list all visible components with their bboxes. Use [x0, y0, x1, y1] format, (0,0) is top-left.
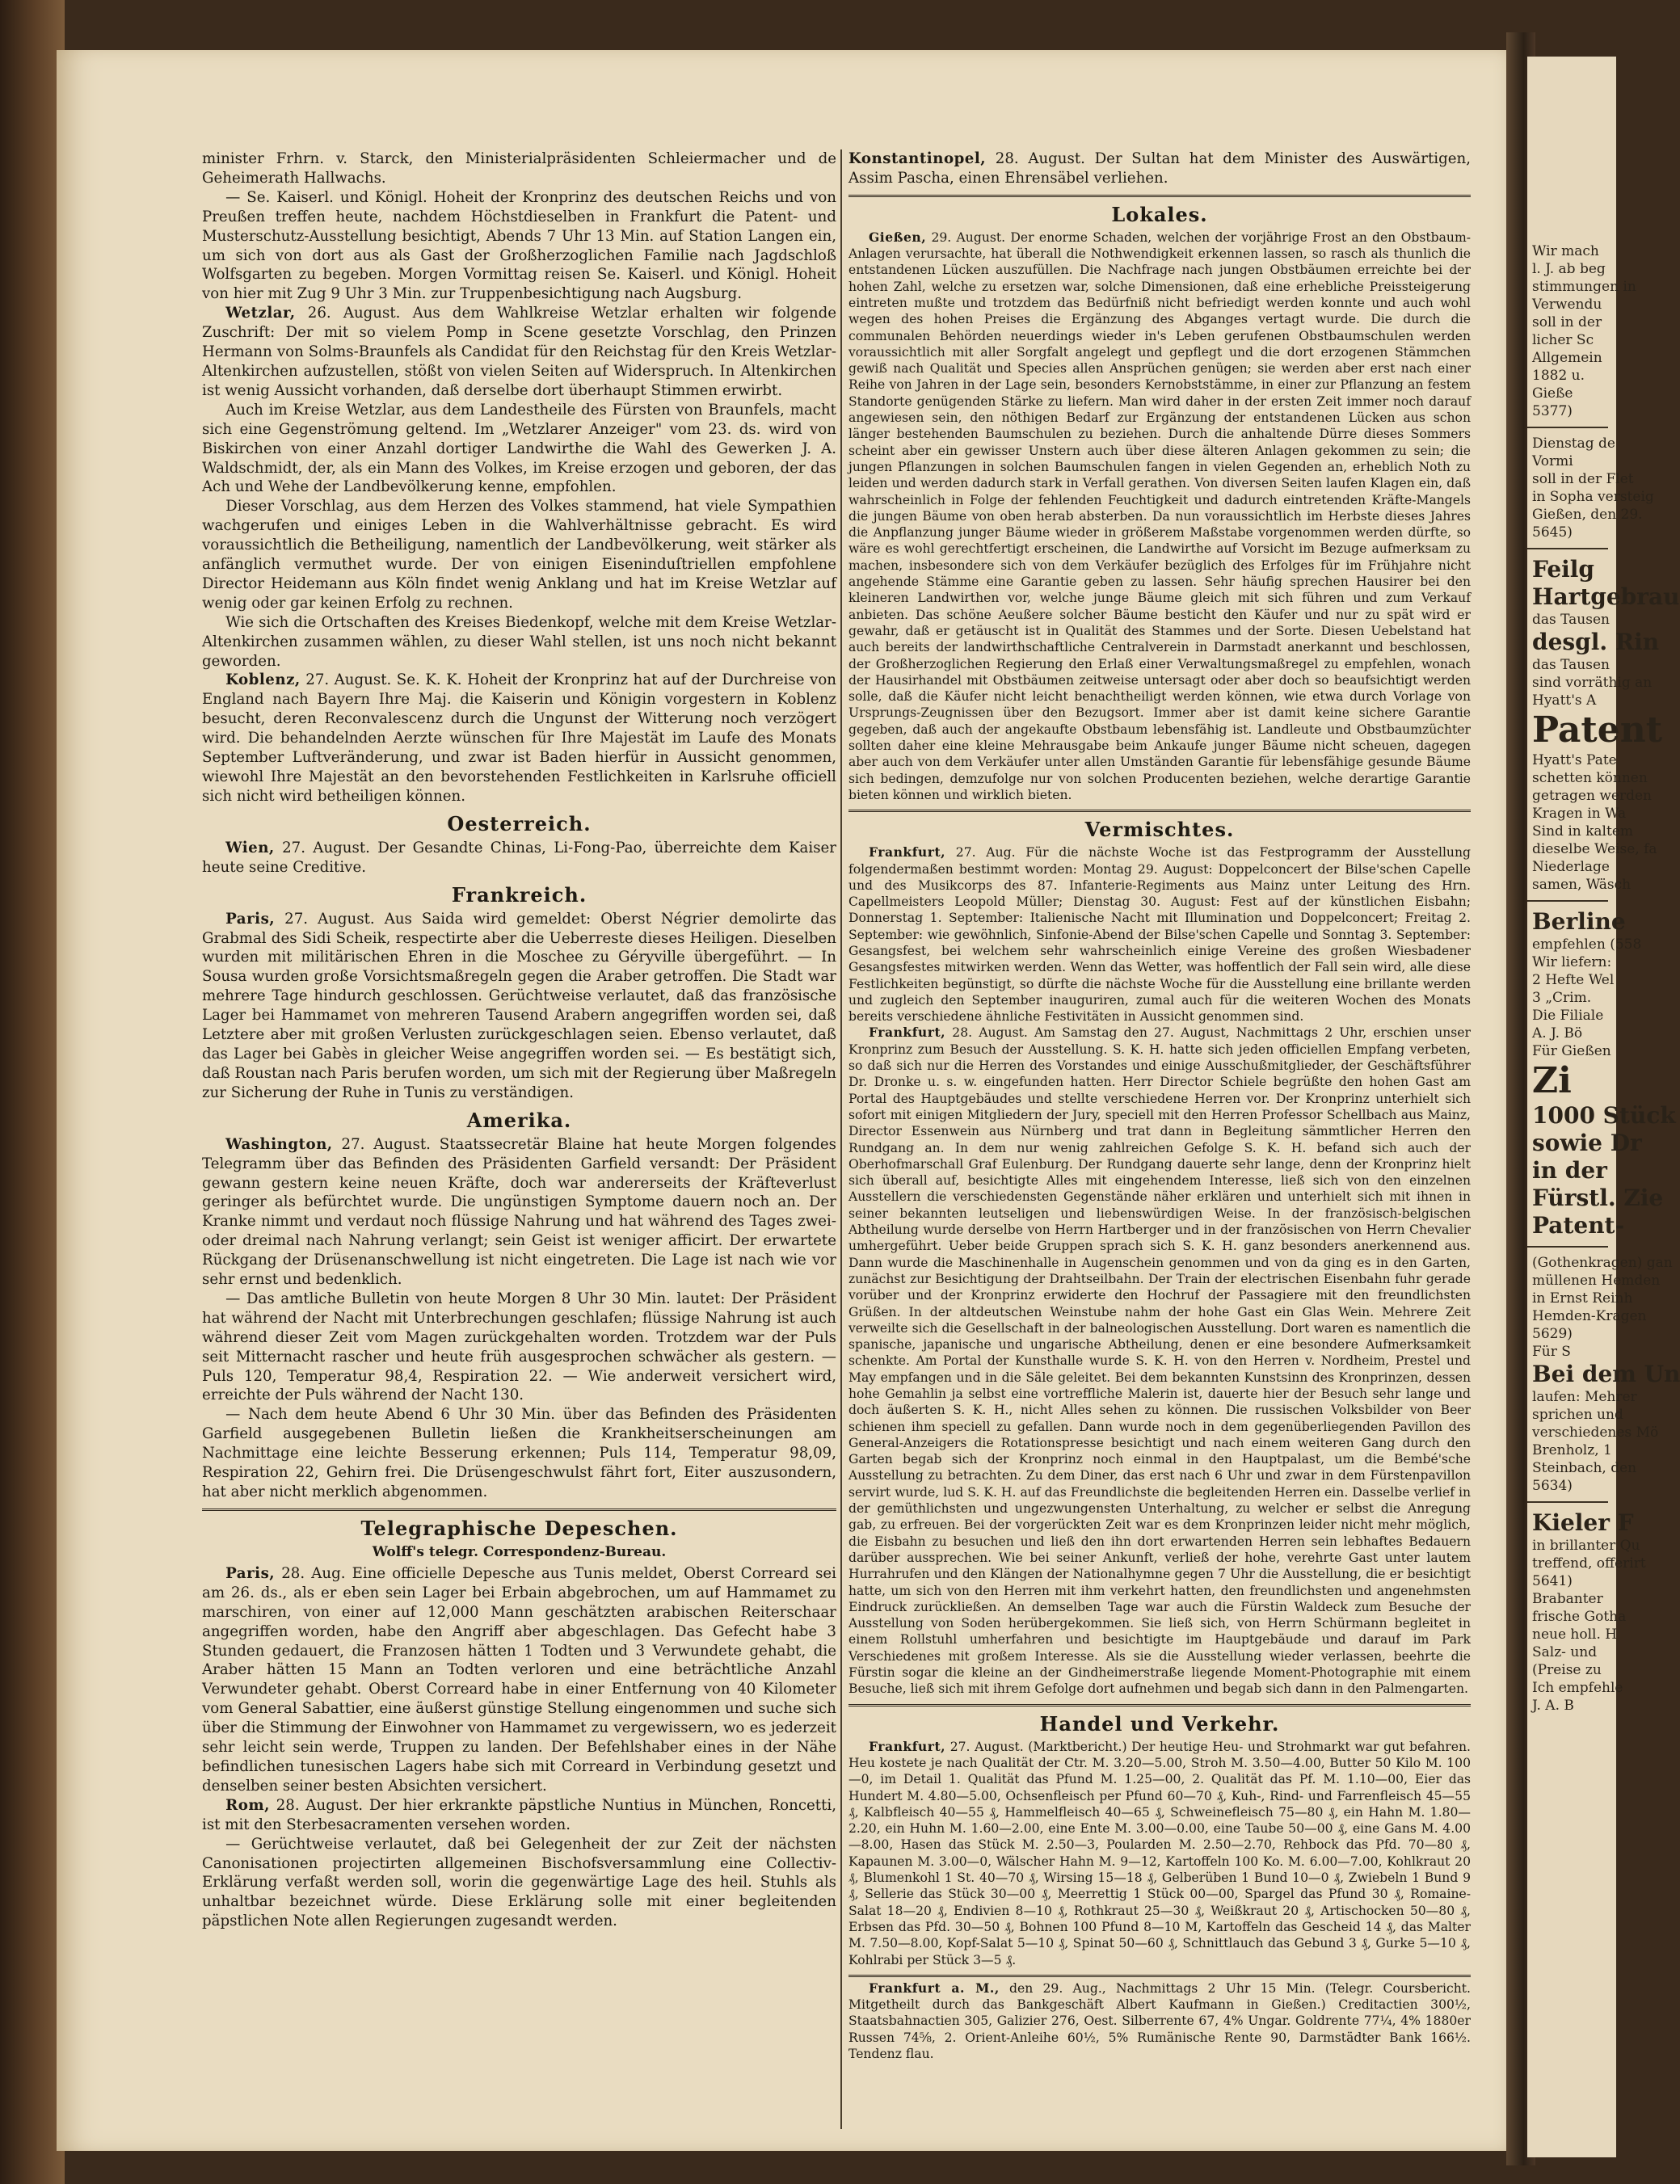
ad-fragment: laufen: Mehrer — [1532, 1389, 1637, 1405]
section-heading: Frankreich. — [451, 882, 587, 907]
dateline: Paris, — [225, 910, 276, 928]
ad-fragment: Verwendu — [1532, 297, 1602, 313]
dateline: Paris, — [225, 1564, 276, 1582]
section-heading: Vermischtes. — [1084, 818, 1235, 842]
section-heading: Oesterreich. — [447, 811, 592, 835]
section-rule — [202, 1509, 836, 1511]
ad-fragment: dieselbe Weise, fa — [1532, 841, 1657, 857]
article-text: 27. August. Der Gesandte Chinas, Li-Fong-Pao, überreichte dem Kaiser heute seine Creditive. — [202, 839, 836, 876]
article-text: — Se. Kaiserl. und Königl. Hoheit der Kronprinz des deutschen Reichs und von Preußen treffen heute, nachdem Höchstdieselben in Frankfurt die Patent- und Musterschutz-Ausstellung besichtigt, Abends 7 Uhr 13 Min. auf Station Langen ein, um sich von dort aus als Gast der Großherzoglichen Familie nach Jagdschloß Wolfsgarten zu begeben. Morgen Vormittag reisen Se. Kaiserl. und Königl. Hoheit von hier mit Zug 9 Uhr 3 Min. zur Truppenbesichtigung nach Augsburg. — [202, 188, 836, 303]
article-text: 28. August. Der Sultan hat dem Minister des Auswärtigen, Assim Pascha, einen Ehrensäbel verliehen. — [848, 150, 1471, 187]
ad-fragment: sprichen und — [1532, 1407, 1623, 1423]
article-text: 27. August. Se. K. K. Hoheit der Kronprinz hat auf der Durchreise von England nach Bayern Ihre Maj. die Kaiserin und Königin vorgestern in Koblenz besucht, deren Reconvalescenz durch die Ungunst der Witterung noch verzögert wird. Die behandelnden Aerzte wünschen für Ihre Majestät im Laufe des Monats September Luftveränderung, und zwar ist Baden hierfür in Aussicht genommen, wiewohl Ihre Majestät an den bevorstehenden Festlichkeiten in Karlsruhe officiell sich nicht wird betheiligen können. — [202, 671, 836, 805]
section-rule — [848, 195, 1471, 197]
ad-fragment: Hyatt's A — [1532, 692, 1597, 709]
article-text: — Das amtliche Bulletin von heute Morgen 8 Uhr 30 Min. lautet: Der Präsident hat während der Nacht mit Unterbrechungen geschlafen; flüssige Nahrung ist auch während dieser Zeit vom Magen zurückgehalten worden. Trotzdem war der Puls seit Mitternacht rascher und heute früh ausgesprochen schwächer als gestern. — Puls 120, Temperatur 98,4, Respiration 22. — Wie anderweit versichert wird, erreichte der Puls während der Nacht 130. — [202, 1290, 836, 1404]
ad-fragment: 5634) — [1532, 1478, 1573, 1494]
article-text: minister Frhrn. v. Starck, den Ministerialpräsidenten Schleiermacher und de Geheimerath Hallwachs. — [202, 150, 836, 187]
section-heading: Lokales. — [1111, 202, 1208, 226]
ad-fragment: 1000 Stück — [1532, 1102, 1676, 1129]
dateline: Wetzlar, — [225, 305, 296, 322]
ad-fragment: samen, Wäsch — [1532, 877, 1632, 893]
ad-fragment: 5645) — [1532, 524, 1573, 541]
ad-fragment: Ich empfehle — [1532, 1680, 1623, 1696]
section-heading: Handel und Verkehr. — [1039, 1711, 1280, 1736]
article-text: Dieser Vorschlag, aus dem Herzen des Volkes stammend, hat viele Sympathien wachgerufen und einiges Leben in die Wahlverhältnisse gebracht. Es wird voraussichtlich die Betheiligung, namentlich der Landbevölkerung, weit stärker als anfänglich vermuthet wurde. Der von einigen Eiseninduſtriellen empfohlene Director Heidemann aus Köln findet wenig Anklang und hat im Kreise Wetzlar auf wenig oder gar keinen Erfolg zu rechnen. — [202, 498, 836, 612]
dateline: Frankfurt, — [868, 1738, 946, 1754]
ad-fragment: 2 Hefte Wel — [1532, 972, 1615, 988]
ad-fragment: frische Gotha — [1532, 1609, 1627, 1625]
ad-fragment: Für S — [1532, 1344, 1571, 1360]
ad-fragment: Gießen, den 29. — [1532, 507, 1643, 523]
ad-fragment: Zi — [1532, 1060, 1572, 1101]
ad-fragment: in Sopha versteig — [1532, 489, 1654, 505]
ad-fragment: Hyatt's Pate — [1532, 752, 1617, 768]
ad-fragment: Wir mach — [1532, 243, 1599, 259]
ad-fragment: Patent — [1532, 709, 1663, 751]
ad-fragment: getragen werden — [1532, 788, 1652, 804]
ad-separator — [1527, 900, 1608, 902]
ad-fragment: Patent- — [1532, 1212, 1625, 1239]
dateline: Rom, — [225, 1796, 270, 1814]
section-rule — [848, 810, 1471, 812]
article-text: Auch im Kreise Wetzlar, aus dem Landestheile des Fürsten von Braunfels, macht sich eine Gegenströmung geltend. Im „Wetzlarer Anzeiger" vom 23. ds. wird von Biskirchen von einer Anzahl dortiger Landwirthe die Wahl des Gewerken J. A. Waldschmidt, der, als ein Mann des Volkes, im Kreise erzogen und geboren, der das Ach und Wehe der Landbevölkerung kenne, empfohlen. — [202, 401, 836, 496]
ad-fragment: Niederlage — [1532, 859, 1610, 875]
ad-fragment: Wir liefern: — [1532, 954, 1612, 970]
ad-fragment: in der — [1532, 1157, 1607, 1184]
ad-fragment: Sind in kaltem — [1532, 823, 1633, 840]
ad-fragment: licher Sc — [1532, 332, 1594, 348]
ad-fragment: Für Gießen — [1532, 1043, 1611, 1059]
ad-fragment: das Tausen — [1532, 657, 1610, 673]
dateline: Frankfurt, — [868, 1025, 946, 1041]
article-text: Wie sich die Ortschaften des Kreises Biedenkopf, welche mit dem Kreise Wetzlar-Altenkirchen zusammen wählen, zu dieser Wahl stellen, ist uns noch nicht bekannt geworden. — [202, 613, 836, 670]
article-text: 27. Aug. Für die nächste Woche ist das Festprogramm der Ausstellung folgendermaßen bestimmt worden: Montag 29. August: Doppelconcert der Bilse'schen Capelle und des Musikcorps des 87. Infanterie-Regiments aus Mainz unter Leitung des Hrn. Capellmeisters Leopold Müller; Dienstag 30. August: Fest auf der künstlichen Eisbahn; Donnerstag 1. September: Italienische Nacht mit Illumination und Doppelconcert; Freitag 2. September: wie gewöhnlich, Sinfonie-Abend der Bilse'schen Capelle und Sonntag 3. September: Gesangsfest, bei welchem sehr wahrscheinlich einige Vereine des großen Wiesbadener Gesangsfestes mitwirken werden. Wenn das Wetter, was hoffentlich der Fall sein wird, alle diese Festlichkeiten begünstigt, so dürfte die nächste Woche für die Ausstellung eine brillante werden und zugleich den September inauguriren, zumal auch für die weiteren Wochen des Monats bereits verschiedene ähnliche Festivitäten in Aussicht genommen sind. — [848, 845, 1471, 1025]
ad-fragment: Feilg — [1532, 556, 1595, 583]
ad-fragment: (Gothenkragen) gan — [1532, 1255, 1673, 1271]
ad-fragment: soll in der — [1532, 314, 1602, 330]
ad-separator — [1527, 1501, 1608, 1503]
ad-fragment: treffend, offerirt — [1532, 1555, 1646, 1572]
left-column — [202, 149, 836, 1931]
ad-fragment: Hemden-Kragen — [1532, 1308, 1647, 1324]
article-text: 27. August. Aus Saida wird gemeldet: Oberst Négrier demolirte das Grabmal des Sidi Scheik, respectirte aber die Ueberreste dieses Heiligen. Dieselben wurden mit militärischen Ehren in die Moschee zu Géryville übergeführt. — In Sousa wurden große Vorsichtsmaßregeln gegen die Araber getroffen. Die Stadt war mehrere Tage hindurch geschlossen. Gerüchtweise verlautet, daß das französische Lager bei Hammamet von mehreren Tausend Arabern angegriffen worden sei, daß Letztere aber mit großen Verlusten zurückgeschlagen seien. Ebenso verlautet, daß das Lager bei Gabès in gleicher Weise angegriffen worden sei. — Es bestätigt sich, daß Roustan nach Paris berufen worden, um sich mit der Regierung über Maßregeln zur Sicherung der Ruhe in Tunis zu verständigen. — [202, 910, 837, 1101]
ad-fragment: Vormi — [1532, 453, 1573, 469]
ad-fragment: in brillanter Qu — [1532, 1538, 1640, 1554]
section-heading: Amerika. — [466, 1108, 572, 1132]
ad-fragment: Berline — [1532, 908, 1626, 935]
ad-fragment: Hartgebrau — [1532, 583, 1680, 610]
ad-fragment: Gieße — [1532, 385, 1573, 402]
ad-separator — [1527, 548, 1608, 549]
ad-fragment: schetten können — [1532, 770, 1648, 786]
article-text: 28. August. Am Samstag den 27. August, Nachmittags 2 Uhr, erschien unser Kronprinz zum Besuch der Ausstellung. S. K. H. hatte sich jeden officiellen Empfang verbeten, so daß sich nur die Herren des Vorstandes und einige Ausschußmitglieder, der Geschäftsführer Dr. Dronke u. s. w. eingefunden hatten. Herr Director Schiele begrüßte den hohen Gast am Portal des Hauptgebäudes und stellte verschiedene Herren vor. Der Kronprinz unterhielt sich sofort mit einigen Mitgliedern der Jury, speciell mit den Herren Professor Schellbach aus Mainz, Director Essenwein aus Nürnberg und trat dann in Begleitung sämmtlicher Herren den Rundgang an. In dem nur wenig zahlreichen Gefolge S. K. H. befand sich auch der Oberhofmarschall Graf Eulenburg. Der Rundgang dauerte sehr lange, denn der Kronprinz hielt sich überall auf, besichtigte Alles mit eingehendem Interesse, ließ sich von den einzelnen Ausstellern die verschiedensten Gegenstände näher erklären und unterhielt sich mit ihnen in seiner bekannten leutseligen und liebenswürdigen Weise. In der französisch-belgischen Abtheilung wurde derselbe von Herrn Hartberger und in der französischen von Herrn Chevalier umhergeführt. Ueber beide Gruppen sprach sich S. K. H. ganz besonders anerkennend aus. Dann wurde die Maschinenhalle in Augenschein genommen und von da ging es in den Garten, zunächst zur Besichtigung der Drahtseilbahn. Der Train der electrischen Eisenbahn fuhr gerade vorüber und der Kronprinz erwiderte den Hochruf der Passagiere mit den freundlichsten Grüßen. In der altdeutschen Weinstube nahm der hohe Gast ein Glas Wein. Mehrere Zeit verweilte sich die Gesellschaft in der balneologischen Ausstellung. Dort waren es namentlich die spanische, japanische und ungarische Abtheilung, denen er eine besondere Aufmerksamkeit schenkte. Am Portal der Kunsthalle wurde S. K. H. von den Herren v. Nordheim, Prestel und May empfangen und in die Säle geleitet. Bei dem bekannten Kunstsinn des Kronprinzen, dessen hohe Gemahlin ja selbst eine vortreffliche Malerin ist, dauerte hier der Besuch sehr lange und doch äußerten S. K. H., nicht Alles sehen zu können. Die russischen Volksbilder von Beer schienen ihm speciell zu gefallen. Dann wurde noch in dem gegenüberliegenden Pavillon des General-Anzeigers die Rotationspresse besichtigt und nach einem weiteren Gang durch den Garten begab sich der Kronprinz noch einmal in den Hauptpalast, um die Bembé'sche Ausstellung zu betrachten. Zu dem Diner, das erst nach 6 Uhr und zwar in dem Fürstenpavillon servirt wurde, lud S. K. H. auf das Freundlichste die begleitenden Herren ein. Dasselbe verlief in der gemüthlichsten und ungezwungensten Unterhaltung, zu welcher er selbst die Anregung gab, zu erfreuen. Bei der vorgerückten Zeit war es dem Kronprinzen leider nicht mehr möglich, die Eisbahn zu besuchen und ließ den ihn dort erwartenden Herren sein lebhaftes Bedauern darüber aussprechen. Wie bei seiner Ankunft, verließ der hohe, verehrte Gast unter lautem Hurrahrufen und den Klängen der Nationalhymne gegen 7 Uhr die Ausstellung, die er besichtigt hatte, um sich von den Herren mit ihm verkehrt hatten, den freundlichsten und angenehmsten Eindruck zurückließen. An demselben Tage war auch die Fürstin Waldeck zum Besuche der Ausstellung von Soden herübergekommen. Sie ließ sich, von Herrn Schürmann begleitet in einem Rollstuhl umherfahren und besichtigte im Hauptgebäude und darauf im Park Verschiedenes mit großem Interesse. Als sie die Ausstellung wieder verlassen, beehrte die Fürstin sogar die kleine an der Gindheimerstraße liegende Moment-Photographie mit einem Besuche, ließ sich mit ihrem Gefolge dort aufnehmen und begab sich dann in den Palmengarten. — [848, 1025, 1471, 1697]
dateline: Koblenz, — [225, 671, 301, 689]
ad-separator — [1527, 1246, 1608, 1248]
ad-fragment: Fürstl. Zie — [1532, 1185, 1664, 1211]
article-text: 27. August. (Marktbericht.) Der heutige Heu- und Strohmarkt war gut befahren. Heu kostete je nach Qualität der Ctr. M. 3.20—5.00, Stroh M. 3.50—4.00, Butter 50 Kilo M. 100—0, im Detail 1. Qualität das Pfund M. 1.25—00, 2. Qualität das Pf. M. 1.10—00, Eier das Hundert M. 4.80—5.00, Ochsenfleisch per Pfund 60—70 ₰, Kuh-, Rind- und Farrenfleisch 45—55 ₰, Kalbfleisch 40—55 ₰, Hammelfleisch 40—65 ₰, Schweinefleisch 75—80 ₰, ein Hahn M. 1.80—2.20, ein Huhn M. 1.60—2.00, eine Ente M. 3.00—0.00, eine Taube 50—00 ₰, eine Gans M. 4.00—8.00, Hasen das Stück M. 2.50—3, Poularden M. 2.50—2.70, Rehbock das Pfd. 70—80 ₰, Kapaunen M. 3.00—0, Wälscher Hahn M. 9—12, Kartoffeln 100 Ko. M. 6.00—7.00, Kohlkraut 20 ₰, Blumenkohl 1 St. 40—70 ₰, Wirsing 15—18 ₰, Gelberüben 1 Bund 10—0 ₰, Zwiebeln 1 Bund 9 ₰, Sellerie das Stück 30—00 ₰, Meerrettig 1 Stück 00—00, Spargel das Pfund 30 ₰, Romaine-Salat 18—20 ₰, Endivien 8—10 ₰, Rothkraut 25—30 ₰, Weißkraut 20 ₰, Artischocken 50—80 ₰, Erbsen das Pfd. 30—50 ₰, Bohnen 100 Pfund 8—10 M, Kartoffeln das Gescheid 14 ₰, das Malter M. 7.50—8.00, Kopf-Salat 5—10 ₰, Spinat 50—60 ₰, Schnittlauch das Gebund 3 ₰, Gurke 5—10 ₰, Kohlrabi per Stück 3—5 ₰. — [848, 1739, 1471, 1967]
dateline: Gießen, — [868, 229, 927, 245]
ad-fragment: sowie Dr — [1532, 1130, 1642, 1156]
section-subheading: Wolff's telegr. Correspondenz-Bureau. — [372, 1543, 667, 1560]
ad-fragment: Kragen in Wa — [1532, 806, 1627, 822]
ad-fragment: in Ernst Reinh — [1532, 1290, 1633, 1307]
adjacent-page-fragment — [1527, 57, 1680, 2157]
section-rule — [848, 1975, 1471, 1977]
section-rule — [848, 1704, 1471, 1706]
dateline: Wien, — [225, 839, 275, 856]
article-text: 27. August. Staatssecretär Blaine hat heute Morgen folgendes Telegramm über das Befinden des Präsidenten Garfield versandt: Der Präsident gewann gestern keine neuen Kräfte, doch war andererseits der Kräfteverlust geringer als befürchtet wurde. Die ungünstigen Symptome dauern noch an. Der Kranke nimmt und verdaut noch flüssige Nahrung und hat während des Tages zwei- oder dreimal nach Nahrung verlangt; sein Geist ist weniger afficirt. Der erwartete Rückgang der Drüsenanschwellung ist nicht eingetreten. Die Lage ist nach wie vor sehr ernst und bedenklich. — [202, 1135, 836, 1289]
article-text: — Nach dem heute Abend 6 Uhr 30 Min. über das Befinden des Präsidenten Garfield ausgegebenen Bulletin ließen die Krankheitserscheinungen am Nachmittage eine leichte Besserung erkennen; Puls 114, Temperatur 98,09, Respiration 22, Gehirn frei. Die Drüsengeschwulst fährt fort, Eiter auszusondern, hat aber nicht merklich abgenommen. — [202, 1406, 836, 1500]
article-text: — Gerüchtweise verlautet, daß bei Gelegenheit der zur Zeit der nächsten Canonisationen projectirten allgemeinen Bischofsversammlung eine Collectiv-Erklärung verfaßt werden soll, worin die gegenwärtige Lage des heil. Stuhls als unhaltbar bezeichnet würde. Diese Erklärung solle mit einer begleitenden päpstlichen Note allen Regierungen zugesandt werden. — [202, 1835, 836, 1930]
dateline: Washington, — [225, 1135, 333, 1153]
right-column — [848, 149, 1471, 2062]
book-spine — [0, 0, 65, 2184]
ad-fragment: stimmungen in — [1532, 279, 1636, 295]
dateline: Frankfurt, — [868, 844, 946, 861]
ad-fragment: 5377) — [1532, 403, 1573, 419]
ad-fragment: das Tausen — [1532, 612, 1610, 628]
ad-fragment: Brabanter — [1532, 1591, 1603, 1607]
ad-fragment: Die Filiale — [1532, 1008, 1604, 1024]
ad-fragment: Salz- und — [1532, 1644, 1598, 1660]
section-heading: Telegraphische Depeschen. — [360, 1516, 678, 1540]
ad-fragment: Allgemein — [1532, 350, 1602, 366]
ad-fragment: desgl. Rin — [1532, 629, 1660, 655]
ad-fragment: müllenen Hemden — [1532, 1273, 1661, 1289]
ad-fragment: l. J. ab beg — [1532, 261, 1606, 277]
article-text: 28. Aug. Eine officielle Depesche aus Tunis meldet, Oberst Correard sei am 26. ds., als er eben sein Lager bei Erbain abgebrochen, um auf Hammamet zu marschiren, von einer auf 12,000 Mann geschätzten arabischen Reiterschaar angegriffen worden, habe den Angriff aber abgeschlagen. Das Gefecht habe 3 Stunden gedauert, die Franzosen hätten 1 Todten und 3 Verwundete gehabt, die Araber hätten 15 Mann an Todten verloren und eine beträchtliche Anzahl Verwundeter gehabt. Oberst Correard habe in einer Entfernung von 40 Kilometer vom General Sabattier, eine äußerst günstige Stellung eingenommen und suche sich über die Stimmung der Einwohner von Hammamet zu vergewissern, wo es jederzeit sehr leicht sein werde, Truppen zu landen. Der Befehlshaber eines in der Nähe befindlichen tunesischen Lagers habe sich mit Correard in Verbindung gesetzt und denselben seiner besten Absichten versichert. — [202, 1564, 836, 1795]
ad-fragment: empfehlen (558 — [1532, 936, 1642, 953]
ad-fragment: Steinbach, den — [1532, 1460, 1637, 1476]
article-text: 26. August. Aus dem Wahlkreise Wetzlar erhalten wir folgende Zuschrift: Der mit so vielem Pomp in Scene gesetzte Vorschlag, den Prinzen Hermann von Solms-Braunfels als Candidat für den Reichstag für den Kreis Wetzlar-Altenkirchen aufzustellen, stößt von vielen Seiten auf Widerspruch. In Altenkirchen ist wenig Aussicht vorhanden, daß derselbe dort überhaupt Stimmen erwirbt. — [202, 305, 836, 399]
ad-fragment: 5641) — [1532, 1573, 1573, 1589]
ad-fragment: 5629) — [1532, 1326, 1573, 1342]
ad-fragment: sind vorräthig an — [1532, 675, 1653, 691]
ad-fragment: verschiedenes Mö — [1532, 1424, 1659, 1441]
ad-fragment: A. J. Bö — [1532, 1025, 1583, 1042]
ad-fragment: Dienstag de — [1532, 436, 1615, 452]
article-text: 29. August. Der enorme Schaden, welchen der vorjährige Frost an den Obstbaum-Anlagen verursachte, hat überall die Nothwendigkeit erkennen lassen, so rasch als thunlich die entstandenen Lücken auszufüllen. Die Nachfrage nach jungen Obstbäumen erreichte bei der hohen Zahl, welche zu ersetzen war, solche Dimensionen, daß eine erhebliche Preissteigerung eintreten mußte und trotzdem das Bedürfniß nicht befriedigt werden konnte und auch wohl wegen des hohen Preises die Ergänzung des Abganges vertagt wurde. Die durch die communalen Behörden neuerdings wieder in's Leben gerufenen Obstbaumschulen werden voraussichtlich mit aller Sorgfalt angelegt und gepflegt und die dort erzogenen Stämmchen gewiß nach Qualität und Species allen Ansprüchen genügen; sie werden aber erst nach einer Reihe von Jahren in der Lage sein, besonders Kernobststämme, in einer zur Pflanzung an festem Standorte genügenden Stärke zu liefern. Man wird daher in der ersten Zeit immer noch darauf angewiesen sein, den nöthigen Bedarf zur Ergänzung der entstandenen Lücken aus schon länger bestehenden Baumschulen zu beziehen. Durch die anhaltende Dürre dieses Sommers scheint aber ein gewisser Unstern auch über diese älteren Anlagen gekommen zu sein; die jungen Pflanzungen in solchen Baumschulen fangen in vielen Gegenden an, erheblich Noth zu leiden und werden dadurch stark in Verfall gerathen. Von diversen Seiten laufen Klagen ein, daß wahrscheinlich in Folge der fehlenden Feuchtigkeit und dadurch eintretenden Kräfte-Mangels die jungen Bäume von oben herab absterben. Da nun voraussichtlich im Herbste dieses Jahres die Anpflanzung junger Bäume wieder in größerem Maßstabe vorgenommen werden dürfte, so wäre es wohl gerechtfertigt erscheinen, die Landwirthe auf Vorsicht im Bezuge aufmerksam zu machen, insbesondere sich von dem Verkäufer bezüglich des Erfolges für im Frühjahre nicht angehende Stämme eine Garantie geben zu lassen. Sehr häufig sprechen Hausirer bei den kleineren Landwirthen vor, welche junge Bäume gleich mit sich führen und zum Verkauf anbieten. Das schöne Aeußere solcher Bäume besticht den Käufer und nur zu spät wird er gewahr, daß er getäuscht ist in Qualität des Stammes und der Sorte. Diesen Uebelstand hat auch bereits der landwirthschaftliche Centralverein in Darmstadt anerkannt und beschlossen, der Großherzoglichen Regierung den Erlaß einer Verwaltungsmaßregel zu empfehlen, wonach der Hausirhandel mit Obstbäumen zeitweise untersagt oder aber doch so beaufsichtigt werden solle, daß die Käufer nicht leicht benachtheiligt werden können, wie etwa durch Vorlage von Ursprungs-Zeugnissen über den Bezugsort. Immer aber ist damit keine sichere Garantie gegeben, daß auch der angekaufte Obstbaum lebensfähig ist. Landleute und Obstbaumzüchter sollten daher eine kleine Mehrausgabe beim Ankaufe junger Bäume nicht scheuen, dagegen aber auch von dem Verkäufer unter allen Umständen Garantie für lebensfähige gesunde Bäume sich bedingen, demzufolge nur von solchen Producenten beziehen, welche derartige Garantie bieten können und wirklich bieten. — [848, 229, 1471, 802]
ad-fragment: J. A. B — [1532, 1698, 1574, 1714]
article-text: 28. August. Der hier erkrankte päpstliche Nuntius in München, Roncetti, ist mit den Sterbesacramenten versehen worden. — [202, 1796, 836, 1833]
ad-fragment: soll in der Flet — [1532, 471, 1634, 487]
ad-fragment: 3 „Crim. — [1532, 990, 1592, 1006]
ad-fragment: Bei dem Un — [1532, 1361, 1680, 1387]
dateline: Konstantinopel, — [848, 150, 987, 167]
ad-fragment: Brenholz, 1 — [1532, 1442, 1612, 1458]
ad-fragment: Kieler F — [1532, 1509, 1634, 1536]
column-divider — [840, 149, 842, 2129]
ad-fragment: 1882 u. — [1532, 368, 1585, 384]
ad-fragment: (Preise zu — [1532, 1662, 1602, 1678]
ad-separator — [1527, 427, 1608, 428]
ad-fragment: neue holl. H — [1532, 1626, 1618, 1643]
article-text: den 29. Aug., Nachmittags 2 Uhr 15 Min. (Telegr. Coursbericht. Mitgetheilt durch das Bankgeschäft Albert Kaufmann in Gießen.) Creditactien 300½, Staatsbahnactien 305, Galizier 276, Oest. Silberrente 67, 4% Ungar. Goldrente 77¼, 4% 1880er Russen 74⅝, 2. Orient-Anleihe 60½, 5% Rumänische Rente 90, Darmstädter Bank 166½. Tendenz flau. — [848, 1980, 1471, 2061]
dateline: Frankfurt a. M., — [868, 1980, 1000, 1996]
